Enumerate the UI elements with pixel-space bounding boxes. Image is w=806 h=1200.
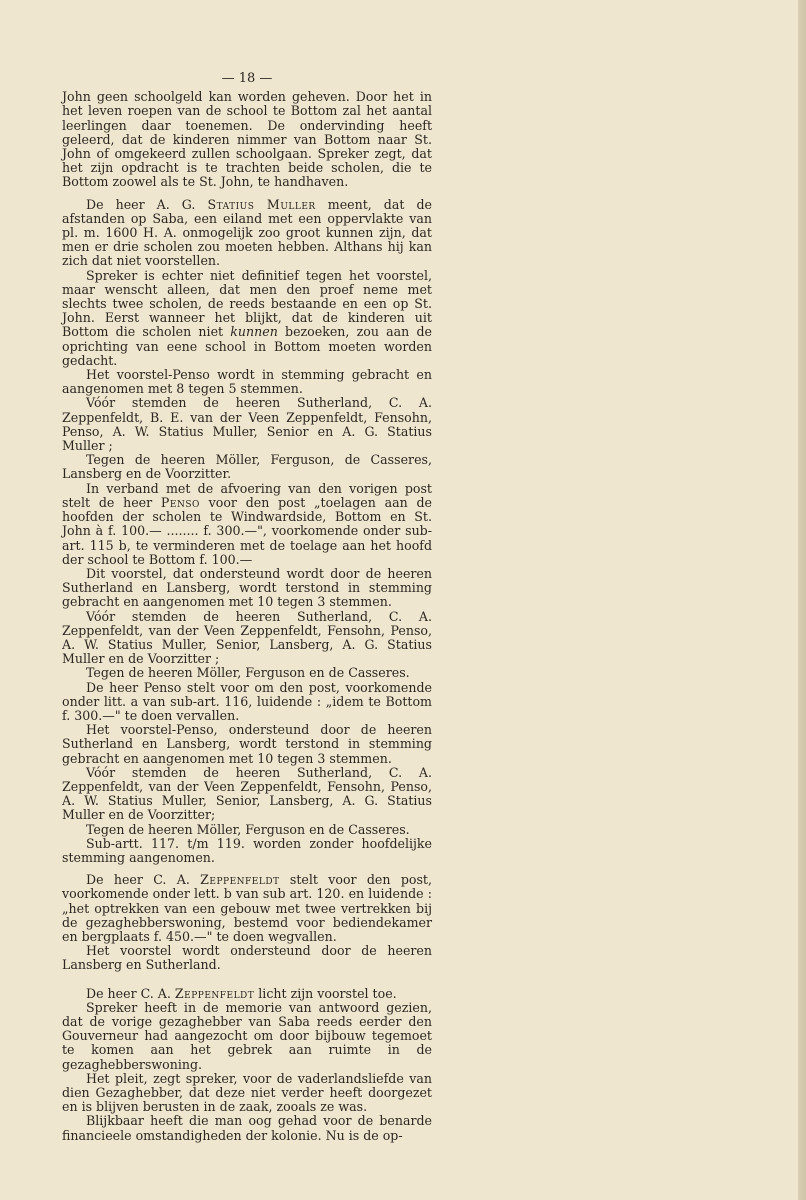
emphasis: kunnen bbox=[230, 324, 278, 340]
paragraph: Vóór stemden de heeren Sutherland, C. A. Zeppenfeldt, van der Veen Zeppenfeldt, Fensohn, Penso, A. W. Statius Muller, Senior, Lansberg, A. G. Statius Muller en de Voorzitter; bbox=[62, 764, 432, 823]
paragraph: Vóór stemden de heeren Sutherland, C. A. Zeppenfeldt, B. E. van der Veen Zeppenfeldt, Fensohn, Penso, A. W. Statius Muller, Senior en A. G. Statius Muller ; bbox=[62, 395, 432, 454]
paragraph-text: stelt voor den post, voorkomende onder lett. b van sub art. 120. en luidende : „het optrekken van een gebouw met twee vertrekken bij de gezaghebberswoning, bestemd voor bediendekamer en bergplaats f. 450.—" te doen wegvallen. bbox=[62, 872, 432, 944]
paragraph: Tegen de heeren Möller, Ferguson en de Casseres. bbox=[86, 821, 410, 837]
paragraph: Het voorstel-Penso wordt in stemming gebracht en aangenomen met 8 tegen 5 stemmen. bbox=[62, 367, 432, 397]
paragraph: Dit voorstel, dat ondersteund wordt door de heeren Sutherland en Lansberg, wordt terstond in stemming gebracht en aangenomen met 10 tegen 3 stemmen. bbox=[62, 565, 432, 610]
paragraph: John geen schoolgeld kan worden geheven. Door het in het leven roepen van de school te Bottom zal het aantal leerlingen daar toenemen. De ondervinding heeft geleerd, dat de kinderen nimmer van Bottom naar St. John of omgekeerd zullen schoolgaan. Spreker zegt, dat het zijn opdracht is te trachten beide scholen, die te Bottom zoowel als te St. John, te handhaven. bbox=[62, 89, 432, 190]
paragraph-text: bezoeken, zou aan de oprichting van eene school in Bottom moeten worden gedacht. bbox=[62, 324, 432, 368]
paragraph: Blijkbaar heeft die man oog gehad voor de benarde financieele omstandigheden der kolonie. Nu is de op- bbox=[62, 1113, 432, 1143]
paragraph-prefix: De heer A. G. bbox=[86, 196, 208, 212]
paragraph-text: licht zijn voorstel toe. bbox=[254, 985, 397, 1001]
paragraph: Het voorstel-Penso, ondersteund door de heeren Sutherland en Lansberg, wordt terstond in stemming gebracht en aangenomen met 10 tegen 3 stemmen. bbox=[62, 722, 432, 766]
paragraph bbox=[62, 482, 432, 567]
page-edge bbox=[798, 0, 806, 1200]
paragraph: Tegen de heeren Möller, Ferguson, de Casseres, Lansberg en de Voorzitter. bbox=[62, 452, 432, 482]
paragraph bbox=[62, 198, 432, 269]
paragraph-prefix: Spreker is echter niet definitief tegen het voorstel, maar wenscht alleen, dat men den proef neme met slechts twee scholen, de reeds bestaande en een op St. John. Eerst wanneer het blijkt, dat de kinderen uit Bottom die scholen niet bbox=[62, 267, 432, 340]
paragraph-prefix: De heer C. A. bbox=[86, 985, 175, 1001]
paragraph: Het voorstel wordt ondersteund door de heeren Lansberg en Sutherland. bbox=[62, 943, 432, 973]
paragraph-text: voor den post „toelagen aan de hoofden der scholen te Windwardside, Bottom en St. John à f. 100.— ........ f. 300.—", voorkomende onder sub-art. 115 b, te verminderen met de toelage aan het hoofd der school te Bottom f. 100.— bbox=[62, 494, 432, 567]
speaker-name: Statius Muller bbox=[207, 196, 316, 212]
paragraph-prefix: De heer C. A. bbox=[86, 872, 201, 888]
paragraph: Spreker heeft in de memorie van antwoord gezien, dat de vorige gezaghebber van Saba reeds eerder den Gouverneur had aangezocht om door bijbouw tegemoet te komen aan het gebrek aan ruimte in de gezaghebberswoning. bbox=[62, 999, 432, 1072]
paragraph: Sub-artt. 117. t/m 119. worden zonder hoofdelijke stemming aangenomen. bbox=[62, 835, 432, 865]
speaker-name: Zeppenfeldt bbox=[174, 985, 255, 1001]
text-column bbox=[62, 72, 432, 1143]
paragraph: De heer Penso stelt voor om den post, voorkomende onder litt. a van sub-art. 116, luidende : „idem te Bottom f. 300.—" te doen vervallen. bbox=[62, 679, 432, 723]
paragraph: Tegen de heeren Möller, Ferguson en de Casseres. bbox=[86, 665, 410, 681]
paragraph bbox=[62, 987, 432, 1001]
paragraph: Het pleit, zegt spreker, voor de vaderlandsliefde van dien Gezaghebber, dat deze niet verder heeft doorgezet en is blijven berusten in de zaak, zooals ze was. bbox=[62, 1070, 432, 1115]
paragraph-text: meent, dat de afstanden op Saba, een eiland met een oppervlakte van pl. m. 1600 H. A. onmogelijk zoo groot kunnen zijn, dat men er drie scholen zou moeten hebben. Althans hij kan zich dat niet voorstellen. bbox=[62, 196, 432, 269]
speaker-name: Zeppenfeldt bbox=[200, 872, 280, 888]
paragraph bbox=[62, 873, 432, 944]
paragraph: Vóór stemden de heeren Sutherland, C. A. Zeppenfeldt, van der Veen Zeppenfeldt, Fensohn, Penso, A. W. Statius Muller, Senior, Lansberg, A. G. Statius Muller en de Voorzitter ; bbox=[62, 608, 432, 667]
speaker-name: Penso bbox=[160, 494, 200, 510]
page-number: — 18 — bbox=[221, 71, 273, 86]
paragraph-prefix: In verband met de afvoering van den vorigen post stelt de heer bbox=[62, 480, 432, 510]
paragraph bbox=[62, 269, 432, 368]
